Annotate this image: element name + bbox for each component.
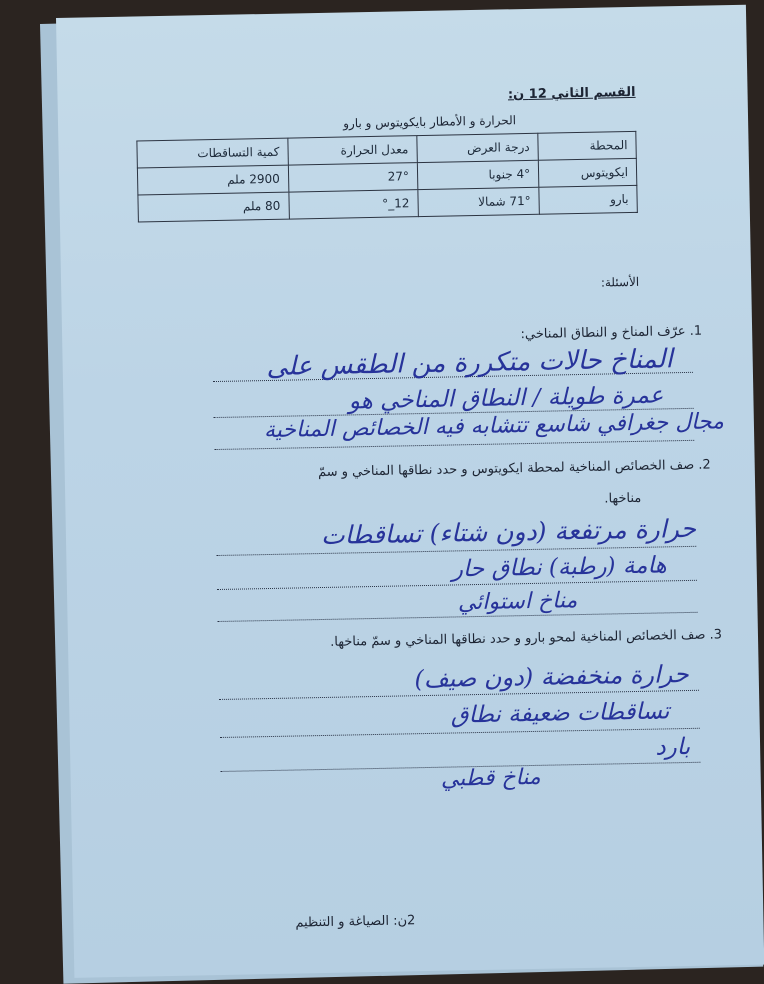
table-cell: 80 ملم [138, 192, 289, 222]
question-2-continuation: مناخها. [604, 490, 642, 507]
handwritten-answer: مناخ قطبي [440, 764, 541, 792]
table-cell: 4° جنوبا [417, 160, 539, 189]
table-header-cell: معدل الحرارة [288, 136, 418, 165]
question-2: 2. صف الخصائص المناخية لمحطة ايكويتوس و حدد نطاقها المناخي و سمّ [317, 457, 711, 481]
question-1: 1. عرّف المناخ و النطاق المناخي: [520, 323, 703, 343]
handwritten-answer: مجال جغرافي شاسع تتشابه فيه الخصائص المناخية [263, 409, 725, 444]
table-title: الحرارة و الأمطار بايكويتوس و بارو [343, 113, 517, 131]
climate-table [136, 131, 637, 223]
table-cell: 2900 ملم [137, 165, 288, 195]
answer-line [220, 728, 700, 738]
table-cell: 12_° [289, 190, 419, 219]
handwritten-answer: تساقطات ضعيفة نطاق [450, 698, 670, 729]
table-cell: بارو [539, 185, 637, 214]
handwritten-answer: المناخ حالات متكررة من الطقس على [266, 344, 673, 383]
question-3: 3. صف الخصائص المناخية لمحو بارو و حدد نطاقها المناخي و سمّ مناخها. [330, 627, 723, 650]
table-cell: 71° شمالا [418, 187, 540, 216]
table-header-cell: المحطة [538, 131, 636, 160]
handwritten-answer: مناخ استوائي [457, 588, 578, 616]
handwritten-answer: حرارة منخفضة (دون صيف) [414, 659, 689, 694]
questions-heading: الأسئلة: [600, 274, 640, 290]
handwritten-answer: عمرة طويلة / النطاق المناخي هو [348, 382, 664, 415]
handwritten-answer: هامة (رطبة) نطاق حار [451, 552, 667, 583]
handwritten-answer: حرارة مرتفعة (دون شتاء) تساقطات [320, 513, 697, 551]
table-cell: ايكويتوس [538, 158, 636, 187]
section-title: القسم الثاني 12 ن: [507, 84, 636, 103]
table-header-cell: كمية التساقطات [137, 138, 288, 168]
handwritten-answer: بارد [655, 733, 691, 761]
exam-sheet [56, 5, 764, 978]
table-header-cell: درجة العرض [417, 133, 539, 162]
table-cell: 27° [288, 163, 418, 192]
footer-grading-note: 2ن: الصياغة و التنظيم [295, 913, 416, 931]
